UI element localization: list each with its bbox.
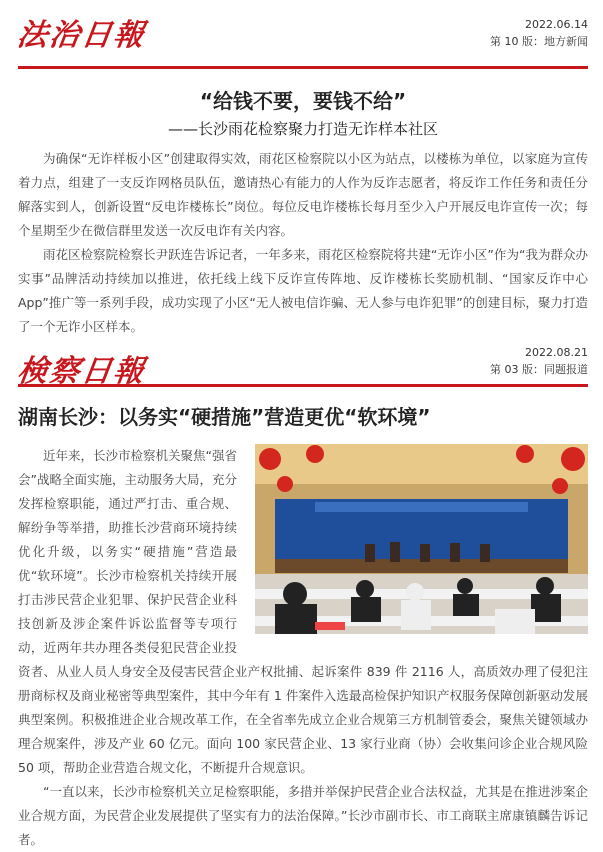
masthead bbox=[15, 10, 588, 66]
issue-date: 2022.06.14 bbox=[525, 18, 588, 31]
paragraph: “一直以来，长沙市检察机关立足检察职能，多措并举保护民营企业合法权益，尤其是在推进涉案企业合规方面，为民营企业发展提供了坚实有力的法治保障。”长沙市副市长、市工商联主席康镇麟告诉记者。 bbox=[18, 784, 588, 847]
issue-page: 第 03 版：同题报道 bbox=[490, 363, 588, 376]
issue-meta bbox=[490, 16, 588, 50]
masthead bbox=[15, 340, 588, 389]
clipping-jiancha-ribao bbox=[15, 340, 588, 852]
issue-date: 2022.08.21 bbox=[525, 346, 588, 359]
paragraph: 雨花区检察院检察长尹跃连告诉记者，一年多来，雨花区检察院将共建“无诈小区”作为“我为群众办实事”品牌活动持续加以推进，依托线上线下反诈宣传阵地、反诈楼栋长奖励机制、“国家反诈中心App”推广等一系列手段，成功实现了小区“无人被电信诈骗、无人参与电诈犯罪”的创建目标，聚力打造了一个无诈小区样本。 bbox=[18, 247, 588, 334]
paragraph: 近年来，长沙市检察机关聚焦“强省会”战略全面实施，主动服务大局，充分发挥检察职能，通过严打击、重合规、解纷争等举措，助推长沙营商环境持续优化升级，以务实“硬措施”营造最优“软环境”。长沙市检察机关持续开展打击涉民营企业犯罪、保护民营企业科技创新及涉企案件诉讼监督等专项行动，近两年共办理各类侵犯民营企业投资者、从业人员人身安全及侵害民营企业产权批捕、起诉案件 839 件 2116 人，高质效办理了侵犯注册商标权及商业秘密等典型案件，其中今年有 1 件案件入选最高检保护知识产权服务保障创新驱动发展典型案例。积极推进企业合规改革工作，在全省率先成立企业合规第三方机制管委会，聚焦关键领域办理合规案件，涉及产业 60 亿元。面向 100 家民营企业、13 家行业商（协）会收集问诊企业合规风险 50 项，帮助企业营造合规文化，不断提升合规意识。 bbox=[18, 448, 588, 775]
issue-page: 第 10 版：地方新闻 bbox=[490, 35, 588, 48]
paragraph: 为确保“无诈样板小区”创建取得实效，雨花区检察院以小区为站点，以楼栋为单位，以家庭为宣传着力点，组建了一支反诈网格员队伍，邀请热心有能力的人作为反诈志愿者，将反诈工作任务和责任分解落实到人，创新设置“反电诈楼栋长”岗位。每位反电诈楼栋长每月至少入户开展反电诈宣传一次；每个星期至少在微信群里发送一次反电诈有关内容。 bbox=[18, 151, 588, 238]
article-headline: 湖南长沙：以务实“硬措施”营造更优“软环境” bbox=[18, 405, 431, 429]
article-subtitle: ——长沙雨花检察聚力打造无诈样本社区 bbox=[167, 120, 438, 138]
clipping-fazhi-ribao bbox=[15, 10, 588, 339]
newspaper-logo: 検察日報 bbox=[15, 354, 148, 389]
red-divider bbox=[18, 66, 588, 69]
conference-photo bbox=[255, 444, 588, 634]
newspaper-logo: 法治日報 bbox=[15, 18, 148, 53]
issue-meta bbox=[490, 344, 588, 378]
article-title: “给钱不要，要钱不给” bbox=[199, 89, 407, 113]
